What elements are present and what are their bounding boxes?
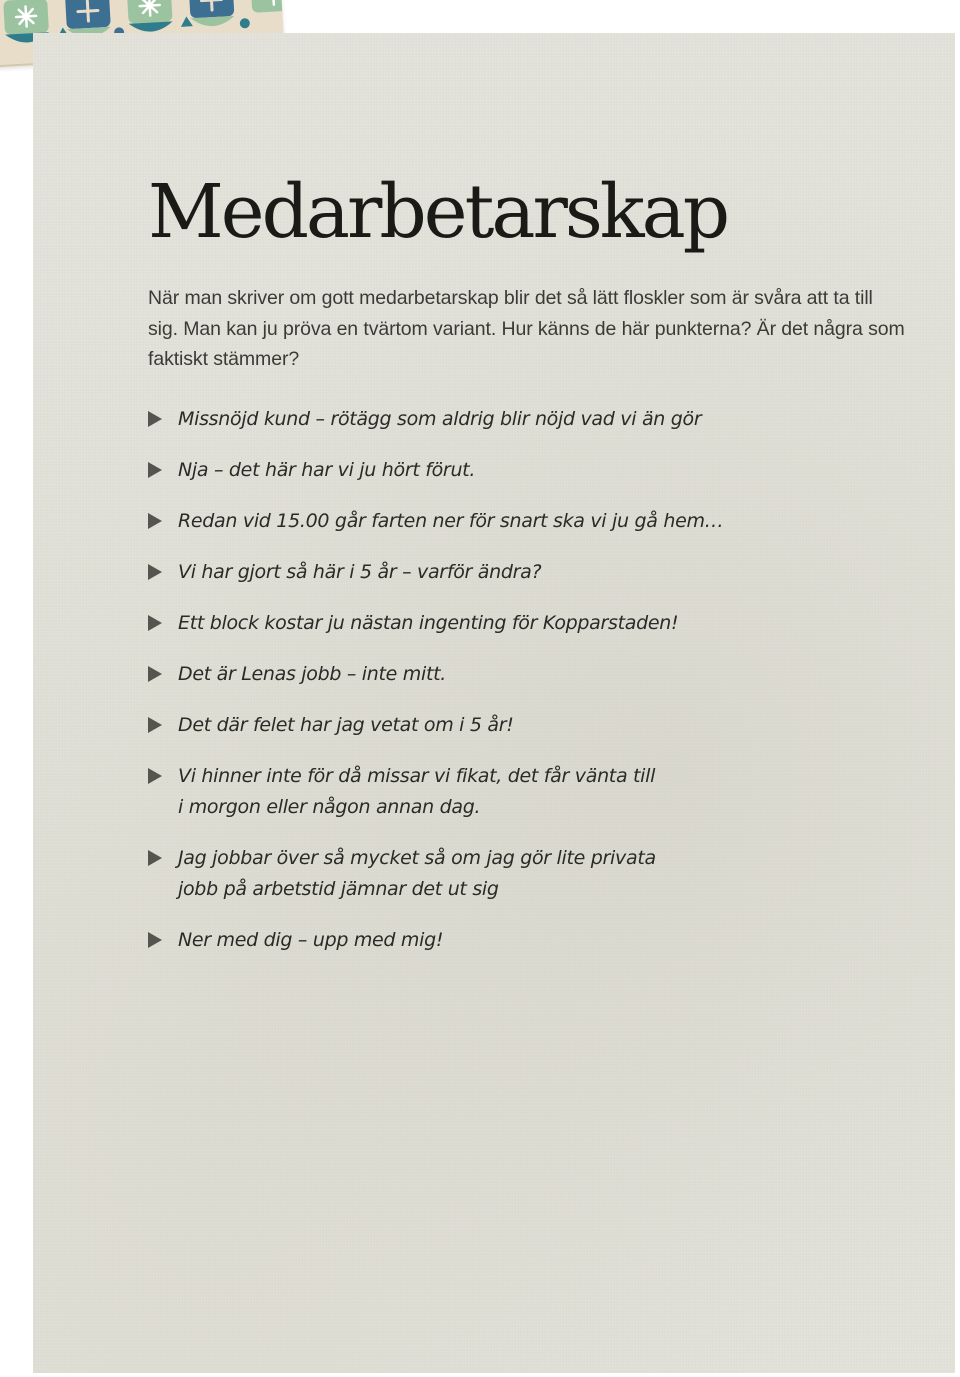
list-item-text: Nja – det här har vi ju hört förut.: [178, 459, 476, 481]
right-triangle-icon: [148, 462, 162, 478]
bullet-list: [148, 404, 848, 956]
page-title: Medarbetarskap: [148, 169, 728, 255]
right-triangle-icon: [148, 513, 162, 529]
list-item: [148, 925, 848, 956]
list-item-text: Vi hinner inte för då missar vi fikat, det får vänta till i morgon eller någon annan dag.: [178, 765, 656, 818]
list-item-text: Det där felet har jag vetat om i 5 år!: [178, 714, 514, 736]
list-item: [148, 455, 848, 486]
list-item-text: Det är Lenas jobb – inte mitt.: [178, 663, 447, 685]
right-triangle-icon: [148, 411, 162, 427]
right-triangle-icon: [148, 666, 162, 682]
list-item: [148, 557, 848, 588]
list-item-text: Ner med dig – upp med mig!: [178, 929, 444, 951]
list-item-text: Jag jobbar över så mycket så om jag gör lite privata jobb på arbetstid jämnar det ut sig: [178, 847, 656, 900]
list-item-text: Missnöjd kund – rötägg som aldrig blir nöjd vad vi än gör: [178, 408, 702, 430]
list-item: [148, 843, 848, 905]
right-triangle-icon: [148, 850, 162, 866]
list-item-text: Ett block kostar ju nästan ingenting för Kopparstaden!: [178, 612, 679, 634]
list-item: [148, 659, 848, 690]
list-item: [148, 404, 848, 435]
right-triangle-icon: [148, 564, 162, 580]
list-item: [148, 608, 848, 639]
list-item-text: Redan vid 15.00 går farten ner för snart ska vi ju gå hem…: [178, 510, 724, 532]
list-item-text: Vi har gjort så här i 5 år – varför ändra?: [178, 561, 542, 583]
right-triangle-icon: [148, 615, 162, 631]
right-triangle-icon: [148, 717, 162, 733]
list-item: [148, 710, 848, 741]
right-triangle-icon: [148, 932, 162, 948]
list-item: [148, 506, 848, 537]
intro-paragraph: När man skriver om gott medarbetarskap blir det så lätt floskler som är svåra att ta till sig. Man kan ju pröva en tvärtom variant. Hur känns de här punkterna? Är det några som faktiskt stämmer?: [148, 287, 905, 370]
right-triangle-icon: [148, 768, 162, 784]
list-item: [148, 761, 848, 823]
